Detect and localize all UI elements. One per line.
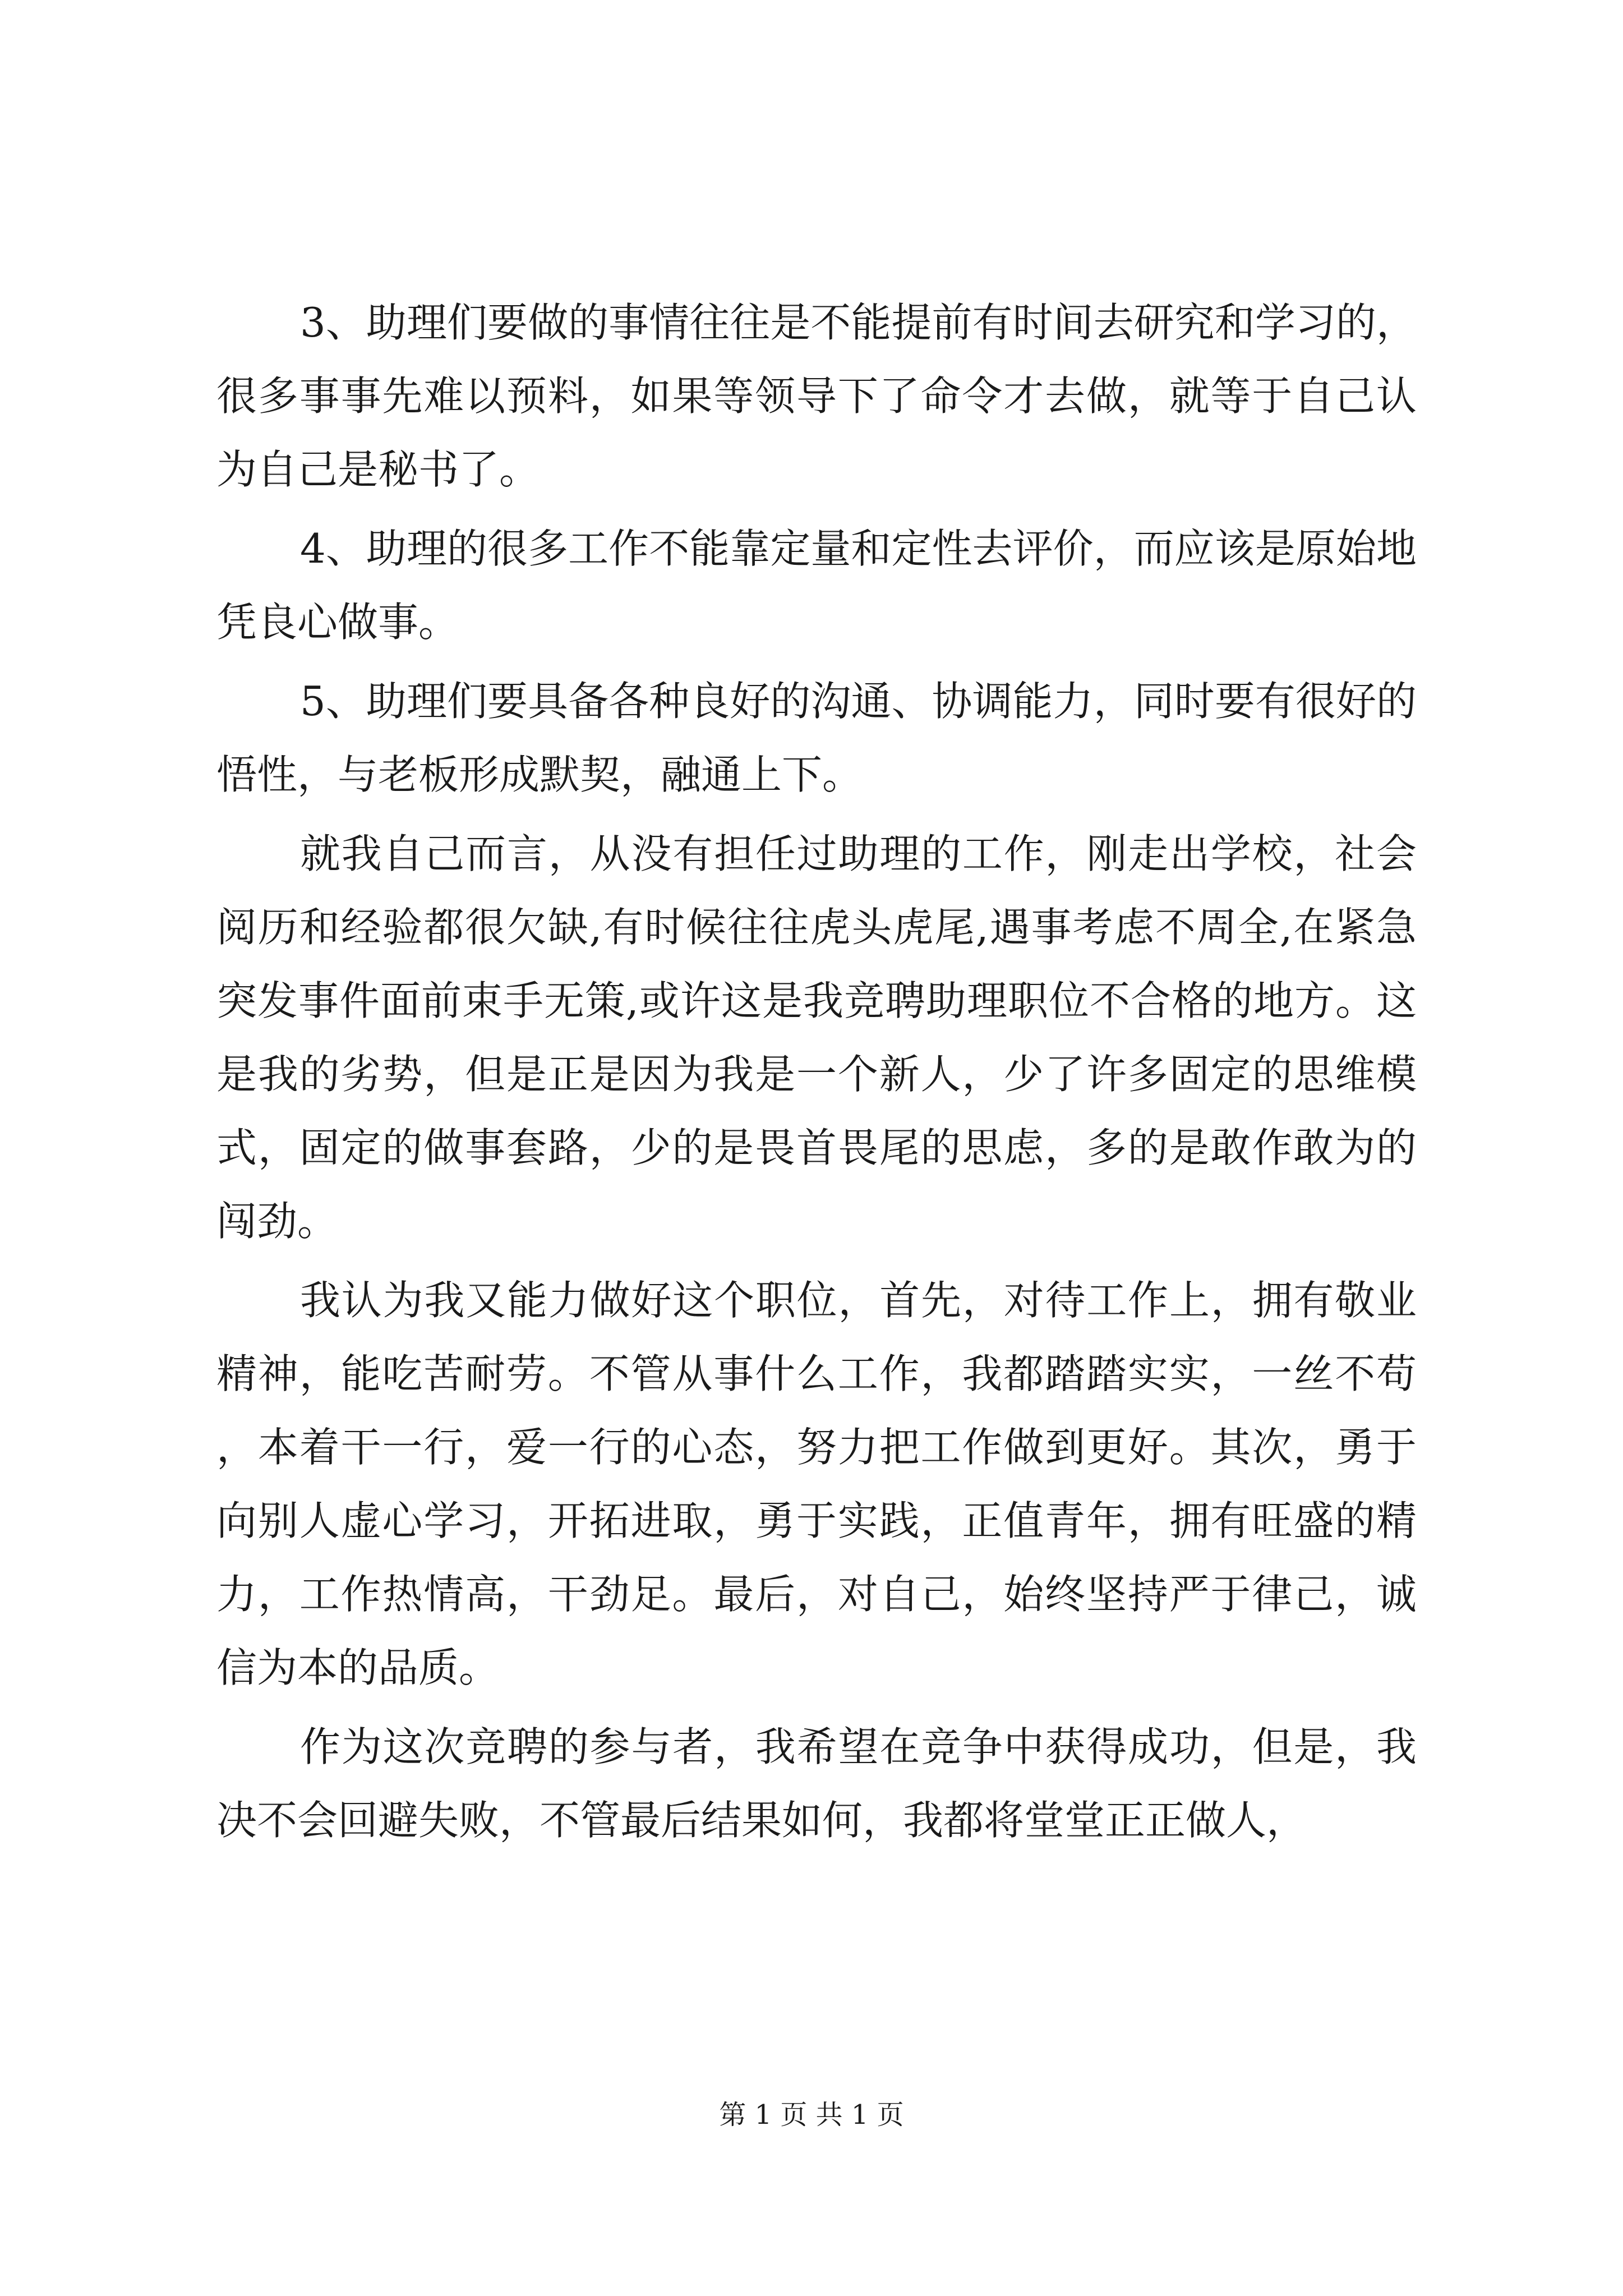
document-body <box>216 286 1417 1863</box>
paragraph-1: 3、助理们要做的事情往往是不能提前有时间去研究和学习的，很多事事先难以预料，如果等领导下了命令才去做，就等于自己认为自己是秘书了。 <box>216 299 1417 493</box>
paragraph-4: 就我自己而言，从没有担任过助理的工作，刚走出学校，社会阅历和经验都很欠缺,有时候往往虎头虎尾,遇事考虑不周全,在紧急突发事件面前束手无策,或许这是我竞聘助理职位不合格的地方。这是我的劣势，但是正是因为我是一个新人，少了许多固定的思维模式，固定的做事套路，少的是畏首畏尾的思虑，多的是敢作敢为的闯劲。 <box>216 830 1417 1245</box>
paragraph-5: 我认为我又能力做好这个职位，首先，对待工作上，拥有敬业精神，能吃苦耐劳。不管从事什么工作，我都踏踏实实，一丝不苟，本着干一行，爱一行的心态，努力把工作做到更好。其次，勇于向别人虚心学习，开拓进取，勇于实践，正值青年，拥有旺盛的精力，工作热情高，干劲足。最后，对自己，始终坚持严于律己，诚信为本的品质。 <box>216 1277 1417 1691</box>
paragraph-6: 作为这次竞聘的参与者，我希望在竞争中获得成功，但是，我决不会回避失败，不管最后结果如何，我都将堂堂正正做人， <box>216 1723 1417 1844</box>
paragraph-3: 5、助理们要具备各种良好的沟通、协调能力，同时要有很好的悟性，与老板形成默契，融通上下。 <box>216 678 1417 798</box>
paragraph-2: 4、助理的很多工作不能靠定量和定性去评价，而应该是原始地凭良心做事。 <box>216 525 1417 646</box>
page-footer: 第 1 页 共 1 页 <box>719 2099 904 2131</box>
